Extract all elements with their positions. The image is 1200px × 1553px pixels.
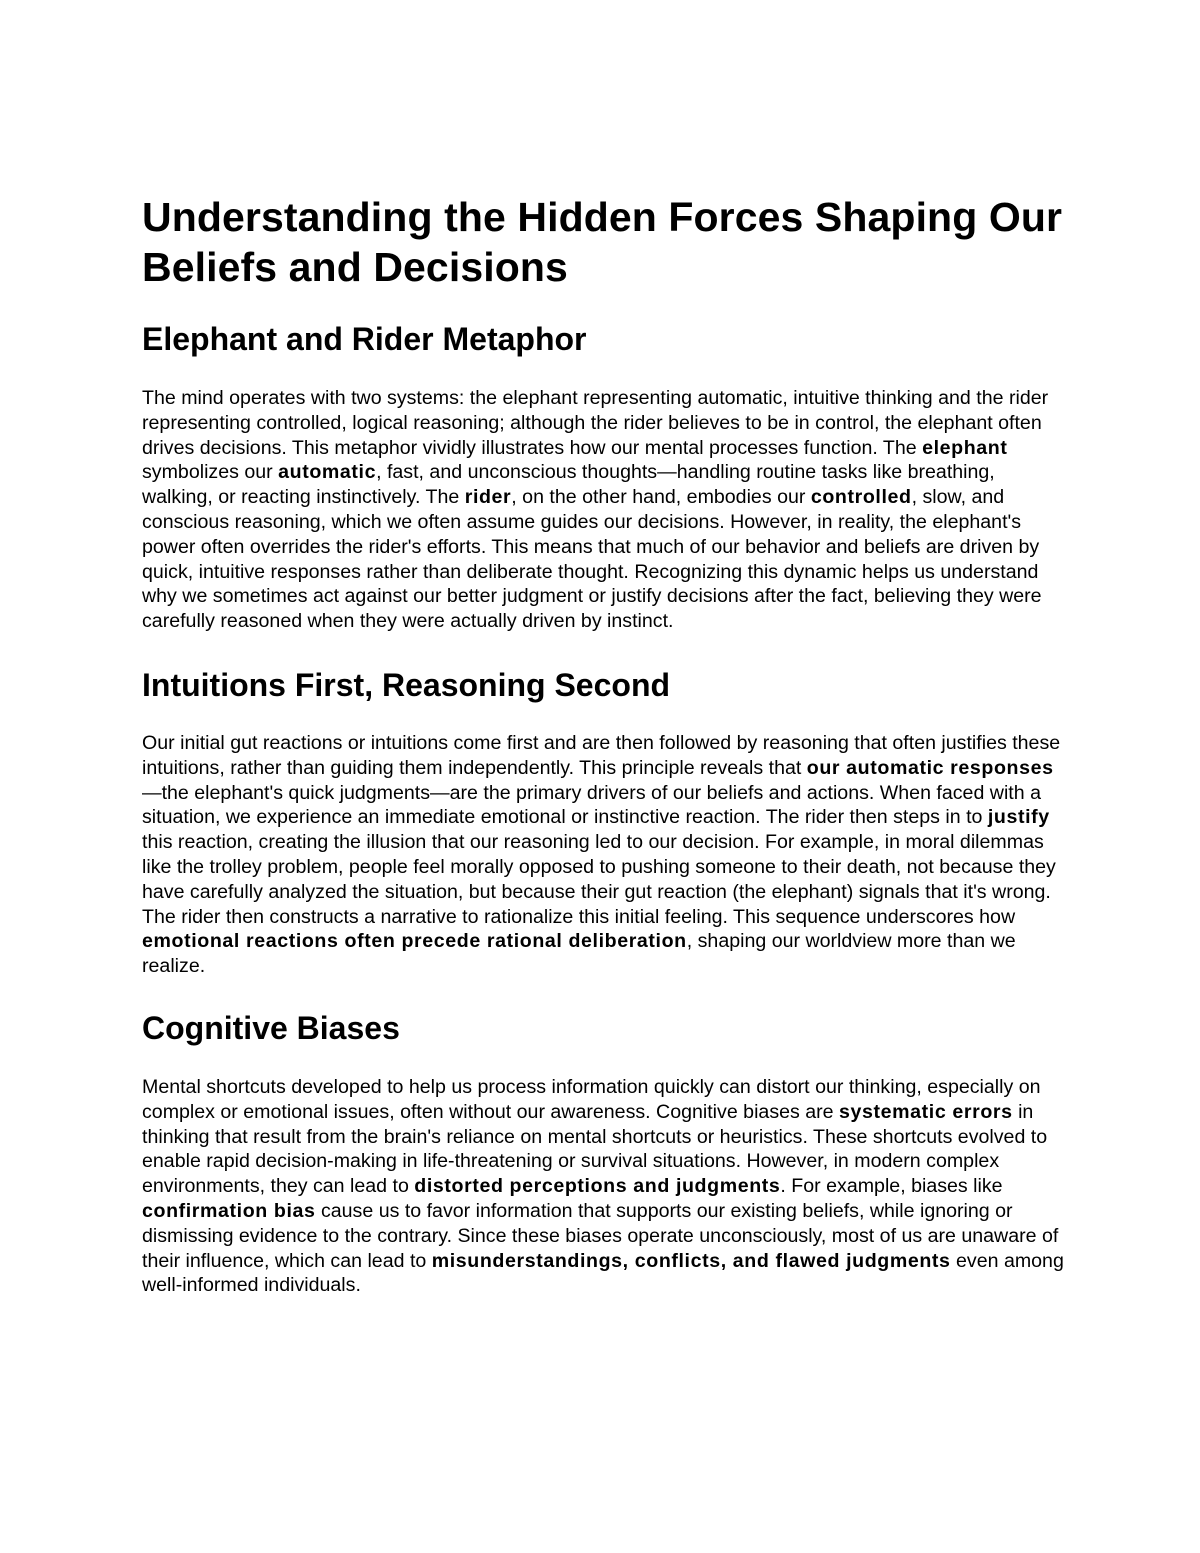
- text-run: , fast, and unconscious thoughts—handling routine tasks like breathing, walking, or reacting instinctively. The: [142, 461, 995, 509]
- text-run: even among well-informed individuals.: [142, 1249, 1064, 1297]
- bold-text-run: distorted perceptions and judgments: [414, 1175, 781, 1198]
- bold-text-run: rider: [464, 486, 512, 509]
- section-heading: Elephant and Rider Metaphor: [142, 321, 587, 357]
- section-paragraph: [142, 731, 1067, 979]
- document-page: [142, 192, 1067, 1298]
- section-elephant-and-rider: [142, 319, 1067, 634]
- text-run: —the elephant's quick judgments—are the primary drivers of our beliefs and actions. When faced with a situation, we experience an immediate emotional or instinctive reaction. The rider then steps in to: [142, 781, 1041, 829]
- text-run: symbolizes our: [142, 461, 279, 484]
- bold-text-run: elephant: [922, 436, 1008, 459]
- bold-text-run: confirmation bias: [142, 1199, 316, 1222]
- text-run: Mental shortcuts developed to help us process information quickly can distort our thinking, especially on complex or emotional issues, often without our awareness. Cognitive biases are: [142, 1075, 1041, 1123]
- text-run: , shaping our worldview more than we realize.: [142, 930, 1016, 978]
- bold-text-run: our automatic responses: [806, 756, 1054, 779]
- bold-text-run: justify: [987, 806, 1050, 829]
- section-heading: Cognitive Biases: [142, 1009, 400, 1046]
- section-paragraph: [142, 1075, 1067, 1298]
- bold-text-run: controlled: [810, 486, 912, 509]
- text-run: this reaction, creating the illusion that our reasoning led to our decision. For example, in moral dilemmas like the trolley problem, people feel morally opposed to pushing someone to their death, not because they have carefully analyzed the situation, but because their gut reaction (the elephant) signals that it's wrong. The rider then constructs a narrative to rationalize this initial feeling. This sequence underscores how: [142, 831, 1056, 928]
- bold-text-run: emotional reactions often precede rational deliberation: [142, 930, 687, 953]
- section-paragraph: [142, 386, 1067, 634]
- text-run: . For example, biases like: [780, 1175, 1003, 1198]
- text-run: cause us to favor information that supports our existing beliefs, while ignoring or dismissing evidence to the contrary. Since these biases operate unconsciously, most of us are unaware of their influence, which can lead to: [142, 1199, 1059, 1272]
- text-run: , on the other hand, embodies our: [511, 486, 811, 509]
- section-heading: Intuitions First, Reasoning Second: [142, 666, 671, 703]
- text-run: The mind operates with two systems: the elephant representing automatic, intuitive thinking and the rider representing controlled, logical reasoning; although the rider believes to be in control, the elephant often drives decisions. This metaphor vividly illustrates how our mental processes function. The: [142, 387, 1049, 459]
- section-intuitions-first: [142, 665, 1067, 979]
- bold-text-run: systematic errors: [839, 1100, 1013, 1123]
- text-run: , slow, and conscious reasoning, which we often assume guides our decisions. However, in reality, the elephant's power often overrides the rider's efforts. This means that much of our behavior and beliefs are driven by quick, intuitive responses rather than deliberate thought. Recognizing this dynamic helps us understand why we sometimes act against our better judgment or justify decisions after the fact, believing they were carefully reasoned when they were actually driven by instinct.: [142, 486, 1042, 633]
- document-title: Understanding the Hidden Forces Shaping Our Beliefs and Decisions: [142, 194, 1063, 290]
- text-run: Our initial gut reactions or intuitions come first and are then followed by reasoning that often justifies these intuitions, rather than guiding them independently. This principle reveals that: [142, 731, 1061, 779]
- bold-text-run: misunderstandings, conflicts, and flawed judgments: [431, 1249, 951, 1272]
- section-cognitive-biases: [142, 1008, 1067, 1298]
- text-run: in thinking that result from the brain's reliance on mental shortcuts or heuristics. These shortcuts evolved to enable rapid decision-making in life-threatening or survival situations. However, in modern complex environments, they can lead to: [142, 1100, 1048, 1198]
- bold-text-run: automatic: [278, 461, 377, 484]
